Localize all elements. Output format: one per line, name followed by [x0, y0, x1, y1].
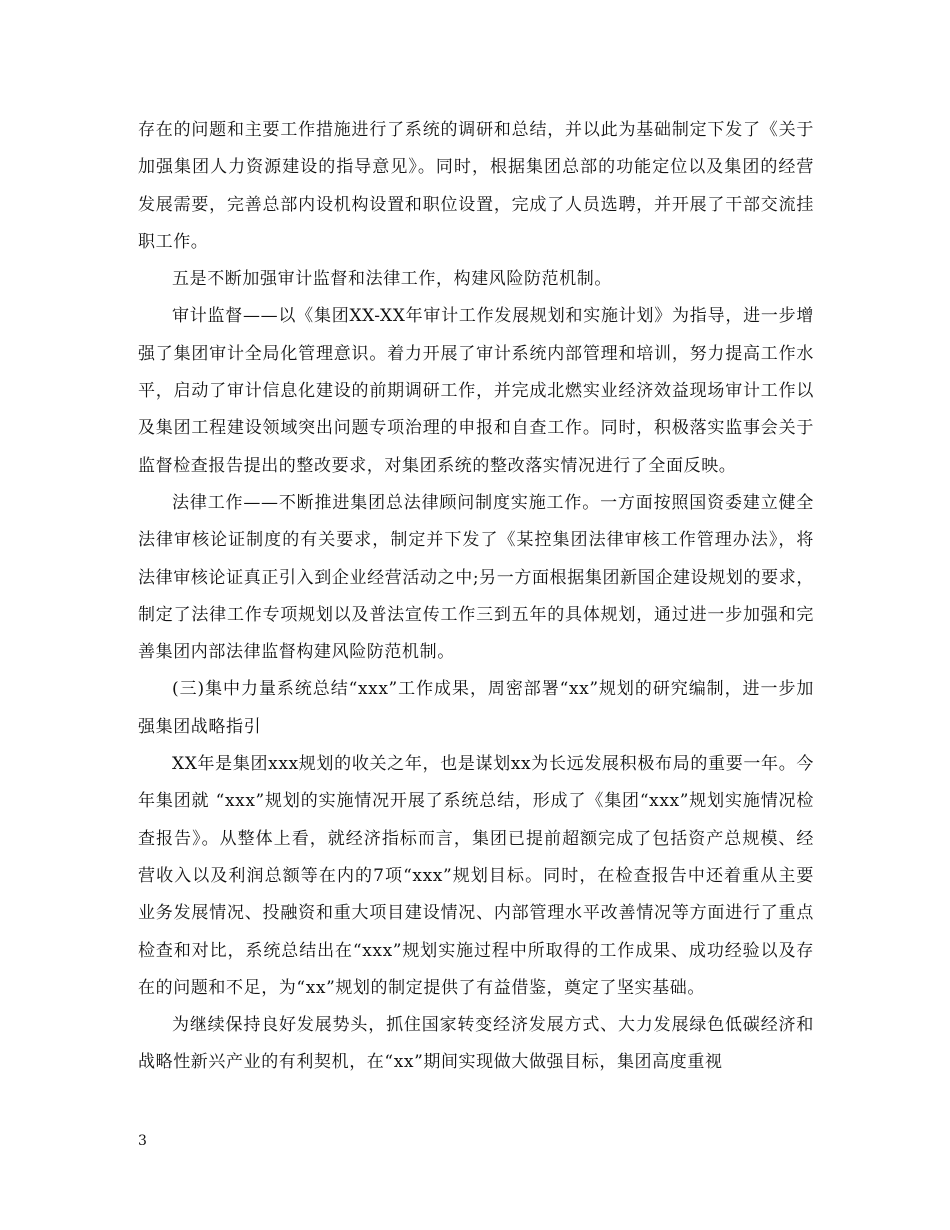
- paragraph-6: XX年是集团xxx规划的收关之年，也是谋划xx为长远发展积极布局的重要一年。今年集团就 “xxx”规划的实施情况开展了系统总结，形成了《集团“xxx”规划实施情况检查报告》。从整体上看，就经济指标而言，集团已提前超额完成了包括资产总规模、经营收入以及利润总额等在内的7项“xxx”规划目标。同时，在检查报告中还着重从主要业务发展情况、投融资和重大项目建设情况、内部管理水平改善情况等方面进行了重点检查和对比，系统总结出在“xxx”规划实施过程中所取得的工作成果、成功经验以及存在的问题和不足，为“xx”规划的制定提供了有益借鉴，奠定了坚实基础。: [138, 754, 814, 998]
- paragraph-7: 为继续保持良好发展势头，抓住国家转变经济发展方式、大力发展绿色低碳经济和战略性新兴产业的有利契机，在“xx”期间实现做大做强目标，集团高度重视: [138, 1015, 814, 1073]
- paragraph-3: 审计监督——以《集团XX-XX年审计工作发展规划和实施计划》为指导，进一步增强了集团审计全局化管理意识。着力开展了审计系统内部管理和培训，努力提高工作水平，启动了审计信息化建设的前期调研工作，并完成北燃实业经济效益现场审计工作以及集团工程建设领域突出问题专项治理的申报和自查工作。同时，积极落实监事会关于监督检查报告提出的整改要求，对集团系统的整改落实情况进行了全面反映。: [138, 306, 814, 476]
- paragraph-1: 存在的问题和主要工作措施进行了系统的调研和总结，并以此为基础制定下发了《关于加强集团人力资源建设的指导意见》。同时，根据集团总部的功能定位以及集团的经营发展需要，完善总部内设机构设置和职位设置，完成了人员选聘，并开展了干部交流挂职工作。: [138, 120, 814, 252]
- page-number: 3: [138, 1133, 147, 1149]
- paragraph-4: 法律工作——不断推进集团总法律顾问制度实施工作。一方面按照国资委建立健全法律审核论证制度的有关要求，制定并下发了《某控集团法律审核工作管理办法》，将法律审核论证真正引入到企业经营活动之中;另一方面根据集团新国企建设规划的要求，制定了法律工作专项规划以及普法宣传工作三到五年的具体规划，通过进一步加强和完善集团内部法律监督构建风险防范机制。: [138, 492, 814, 663]
- paragraph-5-heading: (三)集中力量系统总结“xxx”工作成果，周密部署“xx”规划的研究编制，进一步加强集团战略指引: [138, 679, 814, 737]
- body-text: [138, 112, 814, 1082]
- paragraph-2: 五是不断加强审计监督和法律工作，构建风险防范机制。: [172, 269, 612, 290]
